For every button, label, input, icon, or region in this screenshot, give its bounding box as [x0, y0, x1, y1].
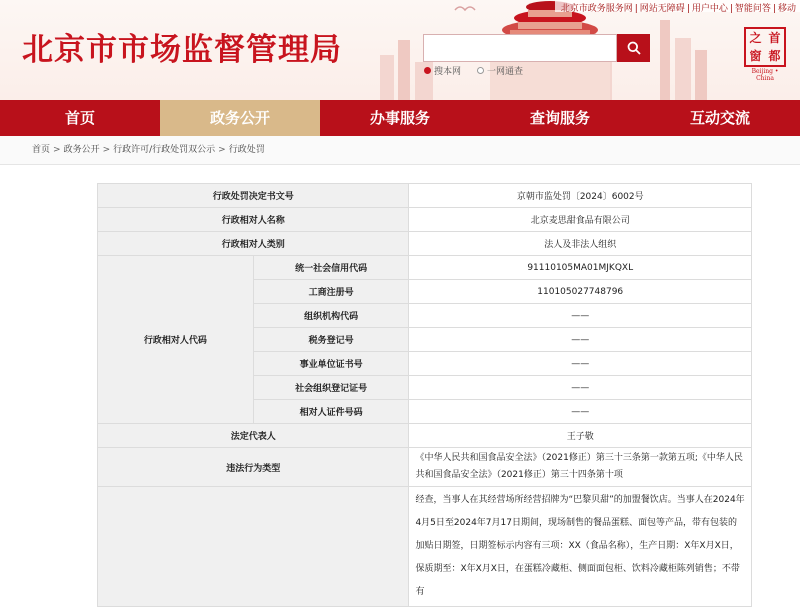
breadcrumb-home[interactable]: 首页	[32, 145, 51, 155]
table-row	[98, 448, 752, 487]
business-reg-no-label: 工商注册号	[253, 280, 409, 304]
credit-code-value: 91110105MA01MJKQXL	[409, 256, 752, 280]
search-button[interactable]	[617, 34, 650, 62]
nav-item-gov-affairs[interactable]: 政务公开	[160, 100, 320, 136]
legal-rep-value: 王子敬	[409, 424, 752, 448]
institution-cert-label: 事业单位证书号	[253, 352, 409, 376]
toplink-user-center[interactable]: 用户中心	[691, 4, 728, 14]
top-links: 北京市政务服务网 | 网站无障碍 | 用户中心 | 智能问答 | 移动	[555, 0, 800, 12]
search-scope	[424, 64, 539, 77]
breadcrumb-gov-affairs[interactable]: 政务公开	[63, 145, 100, 155]
site-title: 北京市市场监督管理局	[22, 32, 342, 68]
table-row	[98, 232, 752, 256]
party-type-label: 行政相对人类别	[98, 232, 409, 256]
social-org-cert-value: ——	[409, 376, 752, 400]
search-input[interactable]	[424, 35, 616, 61]
nav-item-home[interactable]: 首页	[64, 109, 95, 127]
logo-seal: 之 首 窗 都	[744, 27, 786, 67]
scope-option-site[interactable]: 搜本网	[424, 64, 461, 77]
id-no-label: 相对人证件号码	[253, 400, 409, 424]
table-row	[98, 256, 752, 280]
party-type-value: 法人及非法人组织	[409, 232, 752, 256]
table-row	[98, 487, 752, 607]
facts-value: 经查，当事人在其经营场所经营招牌为“巴黎贝甜”的加盟餐饮店。当事人在2024年4月5日至2024年7月17日期间，现场制售的餐品蛋糕、面包等产品，带有包装的加贴日期签，日期签标示内容有三项：XX（食品名称），生产日期：X年X月X日，保质期至：X年X月X日，在蛋糕冷藏柜、侧面面包柜、饮料冷藏柜陈列销售；不带有	[409, 487, 752, 607]
toplink-smart-qa[interactable]: 智能问答	[734, 4, 771, 14]
tax-reg-no-label: 税务登记号	[253, 328, 409, 352]
capital-window-logo[interactable]	[742, 27, 788, 82]
credit-code-label: 统一社会信用代码	[253, 256, 409, 280]
penalty-info-table	[97, 183, 752, 607]
nav-item-inquiry[interactable]: 查询服务	[529, 109, 590, 127]
site-header	[0, 0, 800, 100]
search-box	[423, 34, 617, 62]
toplink-gov-service[interactable]: 北京市政务服务网	[560, 4, 633, 14]
table-row	[98, 424, 752, 448]
business-reg-no-value: 110105027748796	[409, 280, 752, 304]
toplink-mobile[interactable]: 移动	[777, 4, 796, 14]
org-code-label: 组织机构代码	[253, 304, 409, 328]
table-row	[98, 184, 752, 208]
main-nav	[0, 100, 800, 136]
tax-reg-no-value: ——	[409, 328, 752, 352]
scope-option-all[interactable]: 一网通查	[477, 64, 523, 77]
party-name-label: 行政相对人名称	[98, 208, 409, 232]
party-name-value: 北京麦思甜食品有限公司	[409, 208, 752, 232]
toplink-accessibility[interactable]: 网站无障碍	[639, 4, 685, 14]
logo-caption: Beijing • China	[751, 68, 779, 82]
nav-item-services[interactable]: 办事服务	[369, 109, 430, 127]
party-code-group-label: 行政相对人代码	[98, 256, 254, 424]
nav-item-interaction[interactable]: 互动交流	[689, 109, 750, 127]
breadcrumb-penalty[interactable]: 行政处罚	[228, 145, 265, 155]
table-row	[98, 208, 752, 232]
violation-type-value: 《中华人民共和国食品安全法》（2021修正）第三十三条第一款第五项;《中华人民共和国食品安全法》（2021修正）第三十四条第十项	[409, 448, 752, 487]
search-icon	[627, 41, 641, 55]
legal-rep-label: 法定代表人	[98, 424, 409, 448]
radio-selected-icon	[424, 67, 431, 74]
breadcrumb-dual-publicity[interactable]: 行政许可/行政处罚双公示	[113, 145, 216, 155]
breadcrumb: 首页 > 政务公开 > 行政许可/行政处罚双公示 > 行政处罚	[0, 136, 800, 165]
org-code-value: ——	[409, 304, 752, 328]
radio-icon	[477, 67, 484, 74]
decision-no-value: 京朝市监处罚〔2024〕6002号	[409, 184, 752, 208]
social-org-cert-label: 社会组织登记证号	[253, 376, 409, 400]
decision-no-label: 行政处罚决定书文号	[98, 184, 409, 208]
violation-type-label: 违法行为类型	[98, 448, 409, 487]
id-no-value: ——	[409, 400, 752, 424]
content-area	[0, 165, 800, 597]
institution-cert-value: ——	[409, 352, 752, 376]
facts-label	[98, 487, 409, 607]
